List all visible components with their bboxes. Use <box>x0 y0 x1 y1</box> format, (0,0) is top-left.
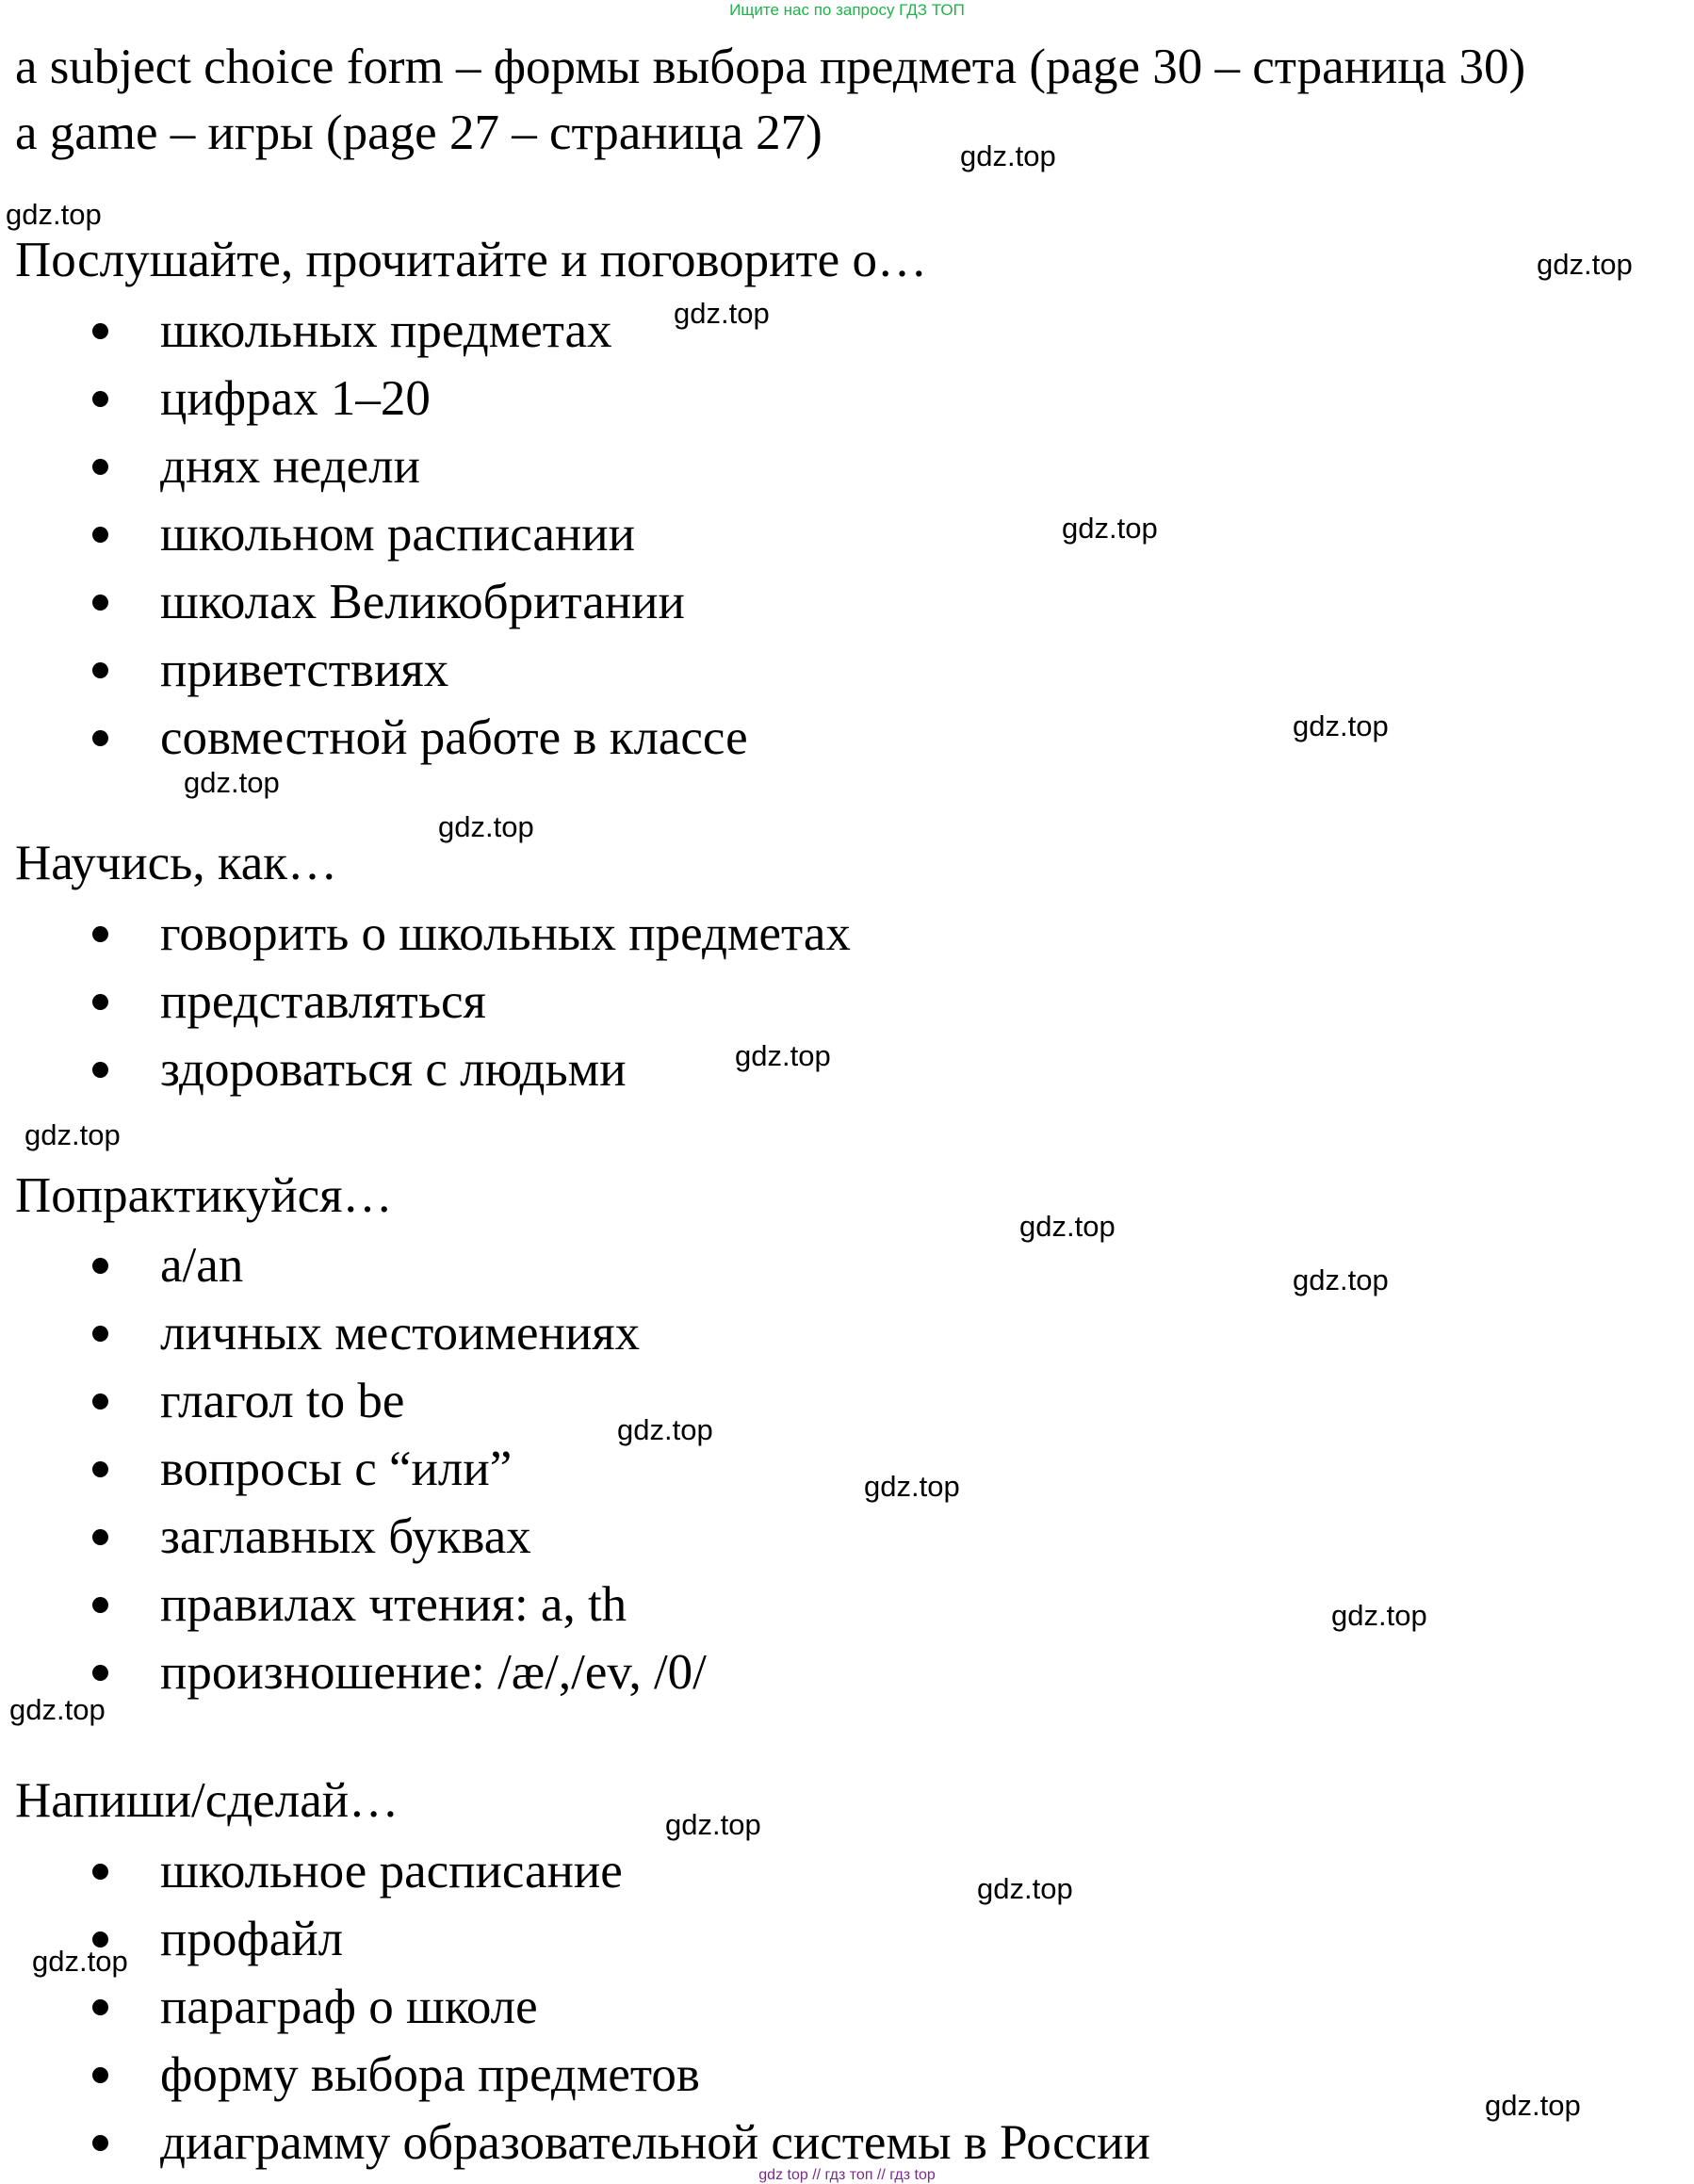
watermark: gdz.top <box>960 139 1056 172</box>
list-item-label: школьное расписание <box>160 1844 623 1899</box>
list-item-label: правилах чтения: a, th <box>160 1577 627 1632</box>
list-item-label: глагол to be <box>160 1374 405 1428</box>
list-item-label: параграф о школе <box>160 1980 538 2034</box>
bullet-dot-icon <box>92 2067 108 2083</box>
list-item-label: представляться <box>160 974 486 1029</box>
bullet-dot-icon <box>92 595 108 611</box>
bullet-dot-icon <box>92 1326 108 1342</box>
bullet-dot-icon <box>92 1665 108 1681</box>
list-item-label: диаграмму образовательной системы в России <box>160 2115 1150 2170</box>
list-item <box>83 1440 1402 1498</box>
watermark: gdz.top <box>617 1413 713 1446</box>
list-item-label: личных местоимениях <box>160 1306 641 1361</box>
intro-line-game: a game – игры (page 27 – страница 27) <box>15 106 823 160</box>
bullet-dot-icon <box>92 391 108 407</box>
bullet-dot-icon <box>92 1461 108 1477</box>
list-item <box>83 1575 1402 1634</box>
bullet-dot-icon <box>92 1864 108 1880</box>
watermark: gdz.top <box>1293 709 1389 742</box>
section-heading-learn-how: Научись, как… <box>15 836 338 890</box>
bullet-dot-icon <box>92 926 108 942</box>
list-item <box>83 1304 1402 1362</box>
list-item <box>83 1372 1402 1430</box>
list-item <box>83 972 1402 1031</box>
watermark: gdz.top <box>864 1470 960 1503</box>
section-heading-listen-read-talk: Послушайте, прочитайте и поговорите о… <box>15 233 927 287</box>
list-item-label: форму выбора предметов <box>160 2047 700 2102</box>
list-item-label: школах Великобритании <box>160 575 685 629</box>
list-item <box>83 505 1402 563</box>
watermark: gdz.top <box>665 1808 761 1841</box>
list-item <box>83 1842 1402 1900</box>
list-item <box>83 573 1402 631</box>
bullet-dot-icon <box>92 459 108 475</box>
list-item-label: цифрах 1–20 <box>160 371 431 426</box>
list-item <box>83 641 1402 699</box>
list-item-label: заглавных буквах <box>160 1509 531 1564</box>
watermark: gdz.top <box>735 1039 831 1072</box>
top-banner: Ищите нас по запросу ГДЗ ТОП <box>729 1 965 19</box>
watermark: gdz.top <box>977 1872 1073 1905</box>
list-item-label: совместной работе в классе <box>160 710 748 765</box>
list-item-label: школьном расписании <box>160 507 635 562</box>
list-item <box>83 1910 1402 1968</box>
bullet-dot-icon <box>92 1529 108 1545</box>
watermark: gdz.top <box>438 810 534 843</box>
list-item <box>83 437 1402 496</box>
bullet-dot-icon <box>92 323 108 339</box>
list-item <box>83 1978 1402 2036</box>
watermark: gdz.top <box>1537 248 1633 281</box>
bullet-dot-icon <box>92 1999 108 2015</box>
section-heading-practice: Попрактикуйся… <box>15 1168 393 1223</box>
list-item-label: днях недели <box>160 439 420 494</box>
list-item <box>83 1236 1402 1295</box>
list-item <box>83 905 1402 963</box>
list-item-label: a/an <box>160 1238 244 1293</box>
bullet-dot-icon <box>92 994 108 1010</box>
list-item <box>83 2113 1402 2172</box>
list-item <box>83 369 1402 428</box>
watermark: gdz.top <box>674 297 770 330</box>
list-item-label: здороваться с людьми <box>160 1042 627 1097</box>
bullet-dot-icon <box>92 527 108 543</box>
list-item-label: приветствиях <box>160 643 449 697</box>
bullet-dot-icon <box>92 2135 108 2151</box>
bullet-dot-icon <box>92 1258 108 1274</box>
list-item <box>83 709 1402 767</box>
watermark: gdz.top <box>1485 2089 1581 2122</box>
list-item-label: говорить о школьных предметах <box>160 906 851 961</box>
watermark: gdz.top <box>9 1693 106 1726</box>
watermark: gdz.top <box>32 1945 128 1978</box>
watermark: gdz.top <box>184 766 280 799</box>
list-item <box>83 1508 1402 1566</box>
list-item-label: произношение: /æ/,/ev, /0/ <box>160 1645 707 1700</box>
list-item-label: вопросы с “или” <box>160 1442 513 1496</box>
footer-watermark: gdz top // гдз топ // гдз top <box>758 2167 936 2183</box>
watermark: gdz.top <box>24 1118 121 1151</box>
watermark: gdz.top <box>1019 1210 1116 1243</box>
bullet-dot-icon <box>92 1062 108 1078</box>
list-item <box>83 2045 1402 2104</box>
intro-line-subject-choice-form: a subject choice form – формы выбора предмета (page 30 – страница 30) <box>15 40 1526 94</box>
list-item <box>83 1643 1402 1702</box>
bullet-dot-icon <box>92 662 108 678</box>
list-item-label: профайл <box>160 1912 344 1966</box>
watermark: gdz.top <box>1331 1599 1427 1632</box>
bullet-dot-icon <box>92 1597 108 1613</box>
watermark: gdz.top <box>1293 1263 1389 1296</box>
section-heading-write-do: Напиши/сделай… <box>15 1773 399 1828</box>
bullet-dot-icon <box>92 730 108 746</box>
watermark: gdz.top <box>1062 512 1158 545</box>
watermark: gdz.top <box>6 198 102 231</box>
list-item-label: школьных предметах <box>160 303 612 358</box>
bullet-dot-icon <box>92 1394 108 1410</box>
